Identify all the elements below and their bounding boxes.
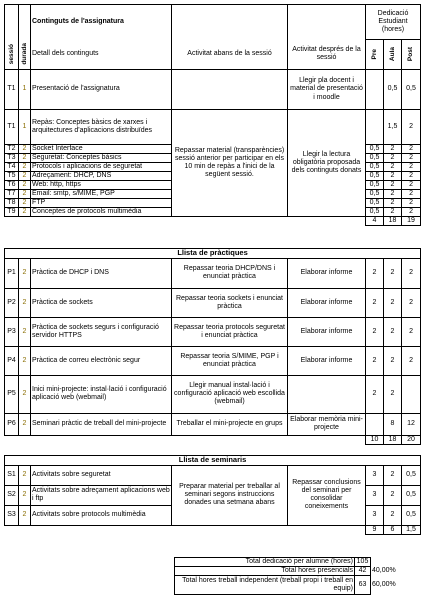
continguts-title: Continguts de l'assignatura <box>31 5 172 40</box>
table-row: T1 1 Presentació de l'assignatura Llegir pla docent i material de presentació i moodle 0,5 0,5 <box>5 70 421 110</box>
table-row: S2 2 Activitats sobre adreçament aplicacions web i ftp 3 2 0,5 <box>5 485 421 505</box>
summary-table <box>174 557 421 595</box>
despres-presentacio: Llegir pla docent i material de presentació i moodle <box>288 70 366 110</box>
abans-comu: Repassar material (transparències) sessió anterior per participar en els 10 min de repàs a l'inici de la següent sessió. <box>172 110 288 217</box>
summary-row: Total hores treball independent (treball propi i treball en equip) 63 60,00% <box>175 576 421 595</box>
col-post: Post <box>407 47 415 62</box>
col-abans: Activitat abans de la sessió <box>172 40 288 70</box>
col-durada: durada <box>20 43 28 66</box>
table-row: T3 2 Seguretat: Conceptes bàsics 0,5 2 2 <box>5 154 421 163</box>
summary-row: Total hores presencials 42 40,00% <box>175 567 421 576</box>
col-sessio: sessió <box>7 44 15 65</box>
table-row: P5 2 Inici mini-projecte: instal·lació i configuració aplicació web (webmail) Llegir manual instal·lació i configuració aplicació web escollida (webmail) 2 2 <box>5 375 421 413</box>
table-row: T2 2 Socket Interface 0,5 2 2 <box>5 145 421 154</box>
totals-row: 9 6 1,5 <box>5 525 421 534</box>
practiques-table <box>4 248 421 445</box>
col-detall: Detall dels continguts <box>31 40 172 70</box>
table-row: P2 2 Pràctica de sockets Repassar teoria sockets i enunciat pràctica Elaborar informe 2 2 2 <box>5 288 421 317</box>
totals-row: 10 18 20 <box>5 435 421 444</box>
table-row: S1 2 Activitats sobre seguretat Preparar material per treballar al seminari segons instruccions donades una setmana abans Repassar conclusions del seminari per consolidar coneixements 3 2 0,5 <box>5 465 421 485</box>
col-pre: Pre <box>370 49 378 60</box>
table-row: S3 2 Activitats sobre protocols multimèdia 3 2 0,5 <box>5 505 421 525</box>
table-row: P6 2 Seminari pràctic de treball del mini-projecte Treballar el mini-projecte en grups Elaborar memòria mini-projecte 8 12 <box>5 413 421 435</box>
table-row: P3 2 Pràctica de sockets segurs i configuració servidor HTTPS Repassar teoria protocols seguretat i enunciat pràctica Elaborar informe 2 2 2 <box>5 317 421 346</box>
table-row: P4 2 Pràctica de correu electrònic segur Repassar teoria S/MIME, PGP i enunciat pràctica Elaborar informe 2 2 2 <box>5 346 421 375</box>
table-row: T8 2 FTP 0,5 2 2 <box>5 199 421 208</box>
seminaris-despres: Repassar conclusions del seminari per consolidar coneixements <box>288 465 366 525</box>
col-aula: Aula <box>388 47 396 62</box>
seminaris-table <box>4 455 421 535</box>
col-despres: Activitat després de la sessió <box>288 40 366 70</box>
totals-row: 4 18 19 <box>5 217 421 226</box>
summary-row: Total dedicació per alumne (hores) 105 <box>175 558 421 567</box>
table-row: P1 2 Pràctica de DHCP i DNS Repassar teoria DHCP/DNS i enunciat pràctica Elaborar informe 2 2 2 <box>5 258 421 288</box>
table-row: T4 2 Protocols i aplicacions de seguretat 0,5 2 2 <box>5 163 421 172</box>
continguts-table <box>4 4 421 226</box>
table-row: T5 2 Adreçament: DHCP, DNS 0,5 2 2 <box>5 172 421 181</box>
table-row: T7 2 Email: smtp, s/MIME, PGP 0,5 2 2 <box>5 190 421 199</box>
table-row: T9 2 Conceptes de protocols multimèdia 0,5 2 2 <box>5 208 421 217</box>
dedicacio-title: Dedicació Estudiant (hores) <box>366 5 421 40</box>
table-row: T1 1 Repàs: Conceptes bàsics de xarxes i arquitectures d'aplicacions distribuïdes Repassar material (transparències) sessió anterior per participar en els 10 min de repàs a l'inici de la següent sessió. Llegir la lectura obligatòria proposada dels continguts donats 1,5 2 <box>5 110 421 145</box>
seminaris-title: Llista de seminaris <box>5 456 421 466</box>
seminaris-abans: Preparar material per treballar al seminari segons instruccions donades una setmana abans <box>172 465 288 525</box>
practiques-title: Llista de pràctiques <box>5 249 421 259</box>
despres-comu: Llegir la lectura obligatòria proposada dels continguts donats <box>288 110 366 217</box>
table-row: T6 2 Web: http, https 0,5 2 2 <box>5 181 421 190</box>
